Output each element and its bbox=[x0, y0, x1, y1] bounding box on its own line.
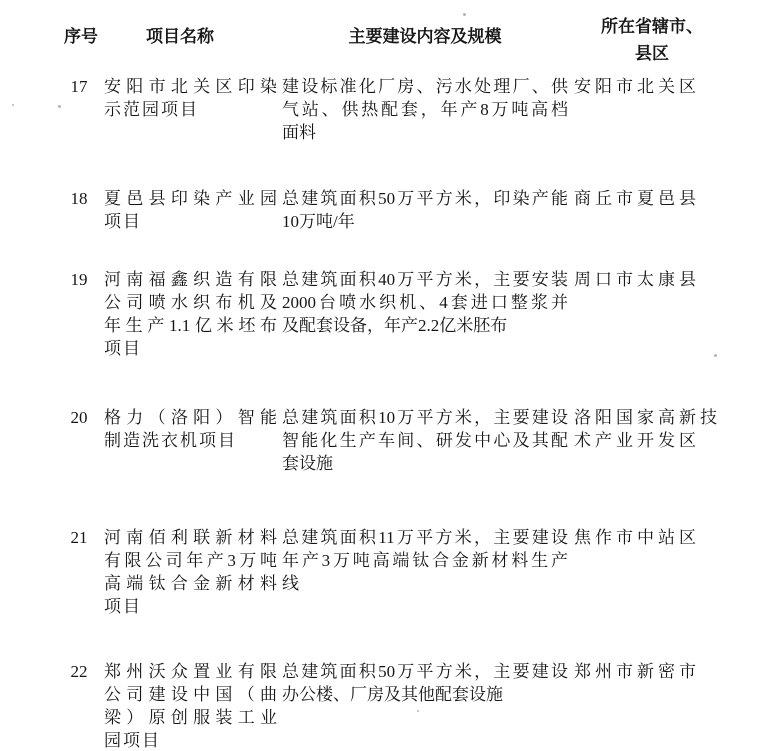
location-cell: 周口市太康县 bbox=[574, 270, 700, 289]
location-cell: 安阳市北关区 bbox=[574, 77, 700, 96]
project-name-cell: 格力（洛阳）智能 制造洗衣机项目 bbox=[104, 408, 277, 450]
scan-speck bbox=[417, 710, 419, 712]
row-number-cell: 22 bbox=[70, 662, 88, 681]
project-name-cell: 河南福鑫织造有限 公司喷水织布机及 年生产1.1亿米坯布 项目 bbox=[104, 270, 277, 358]
col-header-number: 序号 bbox=[64, 27, 98, 46]
construction-content-cell: 总建筑面积11万平方米，主要建设 年产3万吨高端钛合金新材料生产 线 bbox=[282, 528, 568, 593]
row-number-cell: 20 bbox=[70, 408, 88, 427]
location-cell: 商丘市夏邑县 bbox=[574, 189, 700, 208]
project-name-cell: 河南佰利联新材料 有限公司年产3万吨 高端钛合金新材料 项目 bbox=[104, 528, 277, 616]
row-number-cell: 21 bbox=[70, 528, 88, 547]
scan-speck bbox=[58, 105, 61, 108]
location-cell: 洛阳国家高新技 术产业开发区 bbox=[574, 408, 721, 450]
scan-speck bbox=[463, 13, 466, 16]
construction-content-cell: 总建筑面积50万平方米，主要建设 办公楼、厂房及其他配套设施 bbox=[282, 662, 568, 704]
construction-content-cell: 总建筑面积40万平方米，主要安装 2000台喷水织机、4套进口整浆并 及配套设备，年产2.2亿米胚布 bbox=[282, 270, 568, 335]
project-name-cell: 安阳市北关区印染 示范园项目 bbox=[104, 77, 277, 119]
row-number-cell: 18 bbox=[70, 189, 88, 208]
location-cell: 焦作市中站区 bbox=[574, 528, 700, 547]
project-name-cell: 郑州沃众置业有限 公司建设中国（曲 梁）原创服装工业 园项目 bbox=[104, 662, 277, 750]
row-number-cell: 19 bbox=[70, 270, 88, 289]
location-cell: 郑州市新密市 bbox=[574, 662, 700, 681]
col-header-location: 所在省辖市、 县区 bbox=[601, 17, 703, 63]
construction-content-cell: 总建筑面积50万平方米，印染产能 10万吨/年 bbox=[282, 189, 568, 231]
scan-speck bbox=[714, 354, 717, 357]
construction-content-cell: 总建筑面积10万平方米，主要建设 智能化生产车间、研发中心及其配 套设施 bbox=[282, 408, 568, 473]
col-header-project-name: 项目名称 bbox=[146, 27, 214, 46]
project-name-cell: 夏邑县印染产业园 项目 bbox=[104, 189, 277, 231]
construction-content-cell: 建设标准化厂房、污水处理厂、供 气站、供热配套，年产8万吨高档 面料 bbox=[282, 77, 568, 142]
row-number-cell: 17 bbox=[70, 77, 88, 96]
scan-speck bbox=[12, 104, 14, 106]
col-header-construction-content: 主要建设内容及规模 bbox=[348, 27, 502, 46]
